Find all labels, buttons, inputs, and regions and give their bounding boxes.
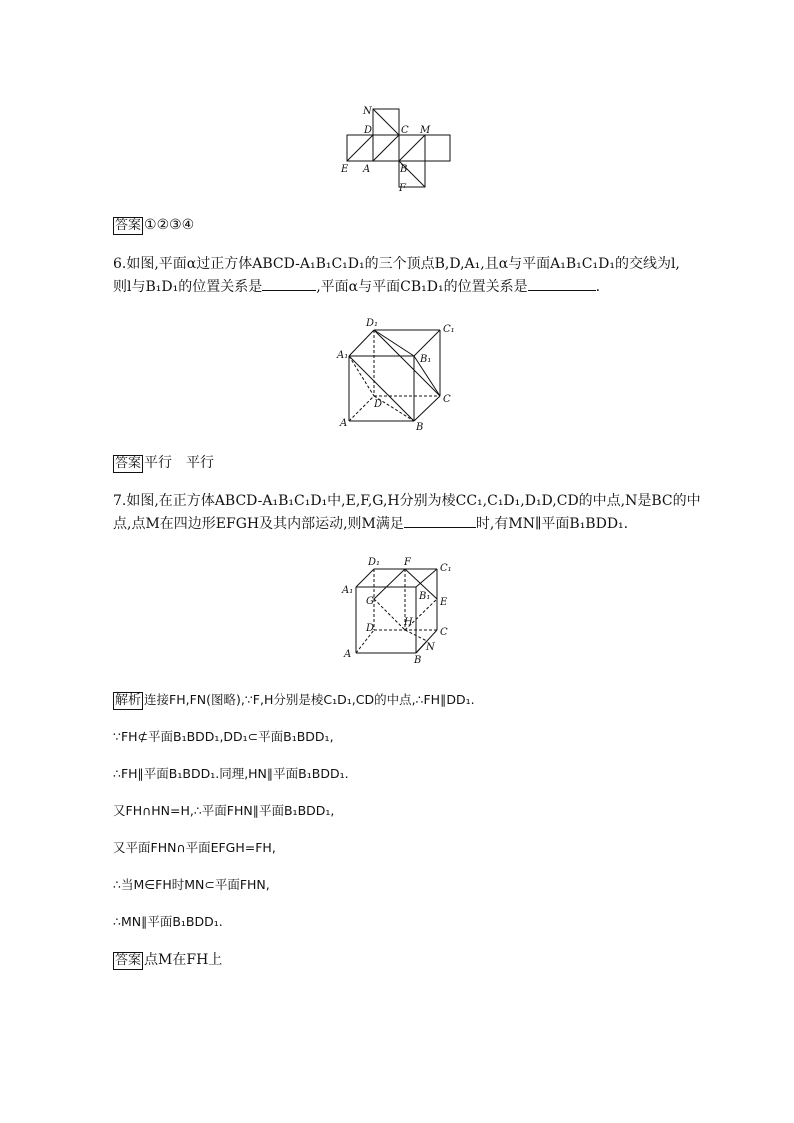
answer-6-text: 平行 平行 bbox=[144, 455, 215, 471]
solution-text: 连接FH,FN(图略),∵F,H分别是棱C₁D₁,CD的中点,∴FH∥DD₁. bbox=[144, 692, 475, 707]
question-6-text-c: . bbox=[595, 279, 601, 295]
question-6-text-a: 则l与B₁D₁的位置关系是 bbox=[113, 279, 263, 295]
question-6-text-b: ,平面α与平面CB₁D₁的位置关系是 bbox=[316, 279, 528, 295]
solution-tag: 解析 bbox=[115, 693, 142, 708]
answer-5 bbox=[113, 216, 194, 235]
question-7-text-b: 时,有MN∥平面B₁BDD₁. bbox=[475, 516, 629, 532]
cube1-label-a1: A₁ bbox=[337, 350, 349, 361]
question-7-line-1: 7.如图,在正方体ABCD-A₁B₁C₁D₁中,E,F,G,H分别为棱CC₁,C₁D₁,D₁D,CD的中点,N是BC的中 bbox=[113, 493, 701, 509]
cube1-label-b: B bbox=[416, 422, 424, 433]
question-7-text-a: 点,点M在四边形EFGH及其内部运动,则M满足 bbox=[113, 516, 404, 532]
answer-blank-3[interactable] bbox=[404, 515, 476, 528]
net-label-n: N bbox=[363, 106, 372, 117]
answer-6 bbox=[113, 454, 214, 473]
solution-7-line-5: 又平面FHN∩平面EFGH=FH, bbox=[113, 840, 276, 855]
cube2-label-a1: A₁ bbox=[342, 585, 354, 596]
question-6-line-1: 6.如图,平面α过正方体ABCD-A₁B₁C₁D₁的三个顶点B,D,A₁,且α与平面A₁B₁C₁D₁的交线为l, bbox=[113, 256, 680, 272]
net-label-d: D bbox=[364, 125, 373, 136]
answer-tag: 答案 bbox=[115, 218, 142, 233]
cube1-label-d1: D₁ bbox=[366, 318, 379, 329]
cube-figure-q6 bbox=[336, 316, 464, 436]
cube1-label-c: C bbox=[443, 394, 451, 405]
cube2-label-c: C bbox=[440, 627, 448, 638]
answer-5-text: ①②③④ bbox=[144, 217, 195, 233]
answer-7 bbox=[113, 951, 222, 970]
cube2-label-d: D bbox=[366, 623, 375, 634]
solution-7-line-7: ∴MN∥平面B₁BDD₁. bbox=[113, 914, 223, 929]
cube1-label-d: D bbox=[374, 399, 383, 410]
net-label-b: B bbox=[400, 164, 408, 175]
question-7-line-2 bbox=[113, 515, 628, 533]
net-label-m: M bbox=[420, 125, 431, 136]
cube1-label-b1: B₁ bbox=[420, 354, 432, 365]
cube2-label-b: B bbox=[414, 655, 422, 665]
net-label-c: C bbox=[401, 125, 409, 136]
answer-blank-2[interactable] bbox=[528, 278, 596, 291]
net-label-f: F bbox=[399, 183, 406, 194]
cube2-label-c1: C₁ bbox=[440, 563, 452, 574]
solution-7-line-2: ∵FH⊄平面B₁BDD₁,DD₁⊂平面B₁BDD₁, bbox=[113, 729, 334, 744]
cube2-label-e: E bbox=[440, 597, 448, 608]
net-label-e: E bbox=[341, 164, 349, 175]
answer-tag: 答案 bbox=[115, 456, 142, 471]
cube2-label-n: N bbox=[426, 642, 435, 653]
solution-7-line-4: 又FH∩HN=H,∴平面FHN∥平面B₁BDD₁, bbox=[113, 803, 335, 818]
cube2-label-f: F bbox=[404, 557, 411, 568]
cube1-label-c1: C₁ bbox=[443, 324, 455, 335]
cube2-label-g: G bbox=[366, 596, 374, 607]
answer-blank-1[interactable] bbox=[262, 278, 316, 291]
answer-tag: 答案 bbox=[115, 953, 142, 968]
cube1-label-a: A bbox=[340, 418, 348, 429]
solution-7-line-6: ∴当M∈FH时MN⊂平面FHN, bbox=[113, 877, 270, 892]
cube-figure-q7 bbox=[336, 555, 464, 665]
cube-net-figure bbox=[338, 100, 458, 196]
cube2-label-b1: B₁ bbox=[419, 591, 431, 602]
cube2-label-a: A bbox=[344, 649, 352, 660]
cube2-label-d1: D₁ bbox=[368, 557, 381, 568]
question-6-line-2 bbox=[113, 278, 600, 296]
net-label-a: A bbox=[363, 164, 371, 175]
cube2-label-h: H bbox=[404, 617, 413, 628]
answer-7-text: 点M在FH上 bbox=[144, 952, 223, 968]
solution-7-line-1 bbox=[113, 691, 475, 710]
solution-7-line-3: ∴FH∥平面B₁BDD₁.同理,HN∥平面B₁BDD₁. bbox=[113, 766, 349, 781]
